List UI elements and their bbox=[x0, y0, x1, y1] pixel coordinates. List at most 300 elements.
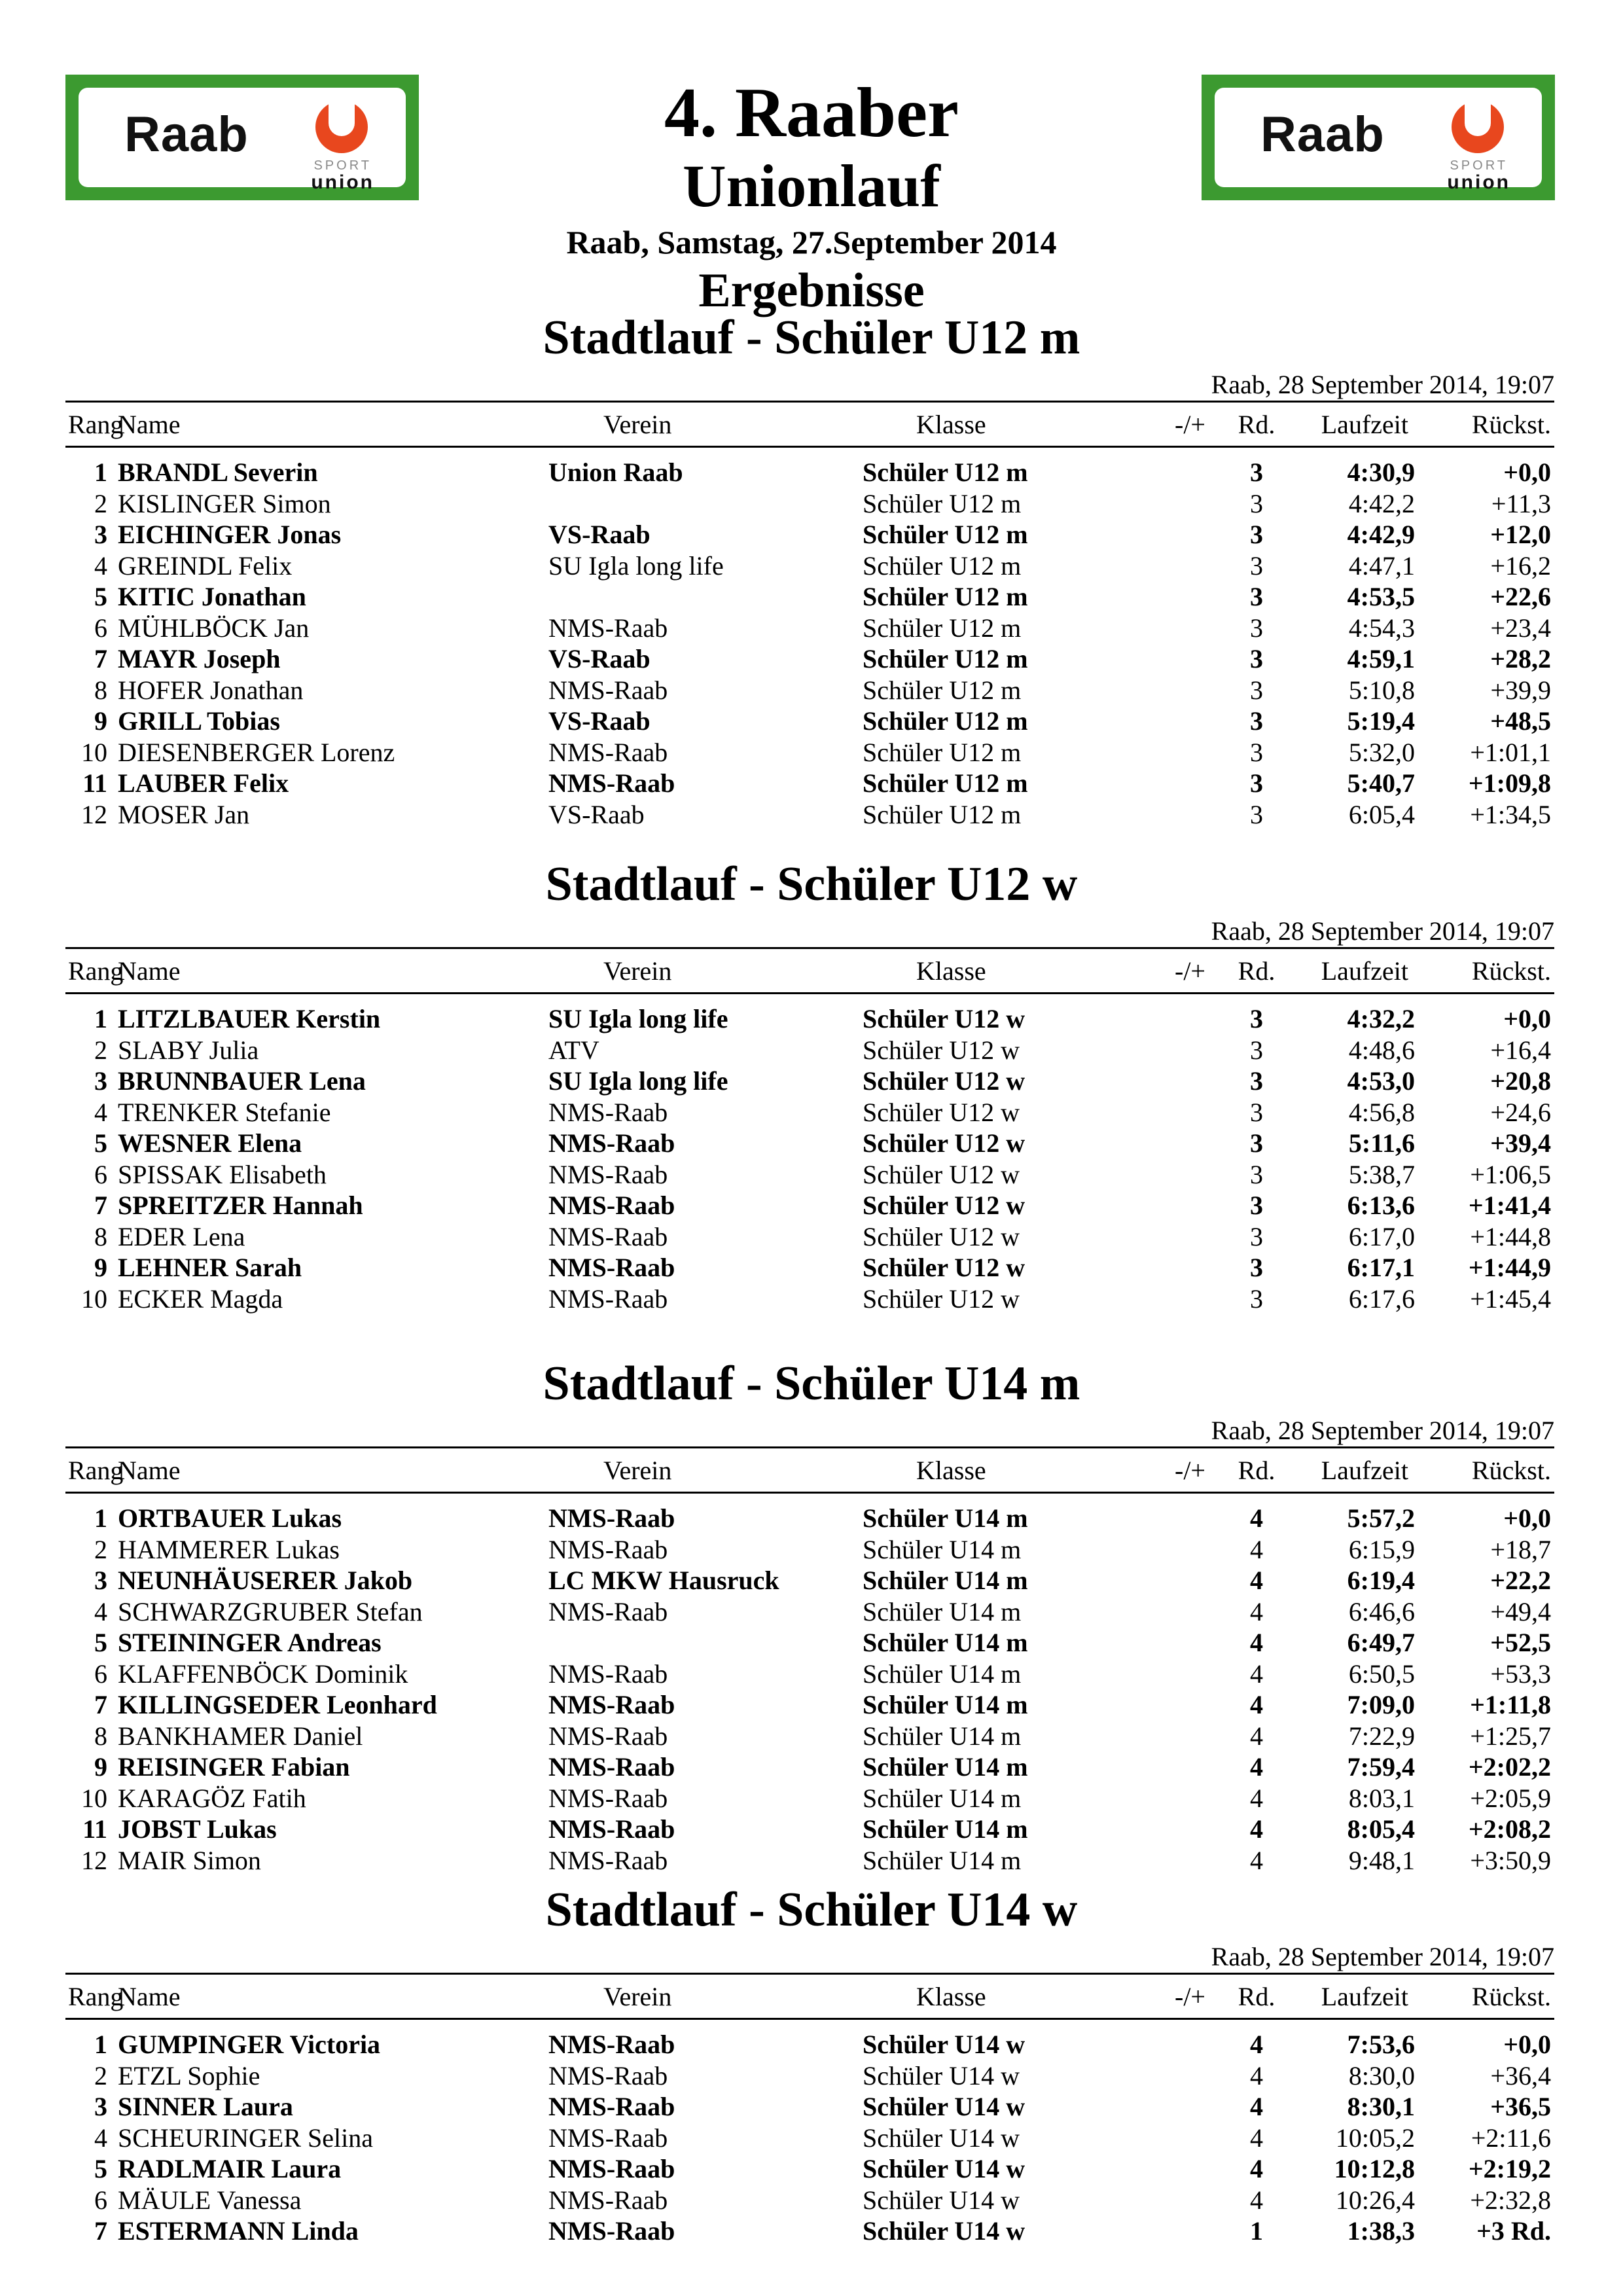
cell-rueckst: +18,7 bbox=[1490, 1534, 1551, 1564]
cell-laufzeit: 4:53,5 bbox=[1347, 582, 1415, 611]
cell-name: KISLINGER Simon bbox=[118, 488, 331, 518]
results-heading: Ergebnisse bbox=[698, 264, 925, 317]
cell-verein: SU Igla long life bbox=[548, 550, 724, 581]
cell-klasse: Schüler U14 m bbox=[863, 1721, 1022, 1751]
results-section bbox=[65, 1880, 1554, 2272]
cell-laufzeit: 6:13,6 bbox=[1347, 1191, 1415, 1220]
table-row bbox=[65, 799, 1554, 831]
cell-laufzeit: 6:05,4 bbox=[1348, 799, 1415, 829]
cell-verein: NMS-Raab bbox=[548, 1783, 668, 1813]
cell-klasse: Schüler U14 m bbox=[863, 1628, 1028, 1657]
cell-rd: 4 bbox=[1250, 2154, 1263, 2183]
cell-name: RADLMAIR Laura bbox=[118, 2154, 342, 2183]
cell-verein: NMS-Raab bbox=[548, 1596, 668, 1626]
cell-rd: 3 bbox=[1250, 1066, 1263, 1096]
cell-klasse: Schüler U14 m bbox=[863, 1566, 1028, 1595]
table-row bbox=[65, 1503, 1554, 1534]
cell-name: STEININGER Andreas bbox=[118, 1628, 382, 1657]
cell-rueckst: +1:41,4 bbox=[1468, 1191, 1551, 1220]
cell-verein: NMS-Raab bbox=[548, 1659, 668, 1689]
cell-klasse: Schüler U14 m bbox=[863, 1690, 1028, 1719]
cell-rang: 6 bbox=[94, 2185, 107, 2215]
cell-name: KITIC Jonathan bbox=[118, 582, 306, 611]
cell-klasse: Schüler U14 m bbox=[863, 1814, 1028, 1844]
cell-rueckst: +23,4 bbox=[1490, 613, 1551, 643]
cell-verein: NMS-Raab bbox=[548, 2092, 675, 2121]
cell-rueckst: +2:05,9 bbox=[1470, 1783, 1551, 1813]
cell-verein: NMS-Raab bbox=[548, 2060, 668, 2090]
column-header-laufzeit: Laufzeit bbox=[1321, 1982, 1408, 2011]
cell-rueckst: +1:34,5 bbox=[1470, 799, 1551, 829]
logo-text: Raab bbox=[1260, 107, 1385, 162]
cell-rang: 4 bbox=[94, 1097, 107, 1127]
cell-laufzeit: 6:46,6 bbox=[1348, 1596, 1415, 1626]
cell-verein: SU Igla long life bbox=[548, 1066, 728, 1096]
cell-verein: NMS-Raab bbox=[548, 1752, 675, 1782]
page-title: 4. Raaber bbox=[664, 74, 959, 152]
cell-rang: 2 bbox=[94, 1035, 107, 1065]
table-header bbox=[65, 1446, 1554, 1494]
table-row bbox=[65, 2123, 1554, 2154]
cell-rang: 4 bbox=[94, 550, 107, 581]
cell-name: MOSER Jan bbox=[118, 799, 250, 829]
cell-rueckst: +36,5 bbox=[1490, 2092, 1551, 2121]
cell-verein: NMS-Raab bbox=[548, 768, 675, 798]
column-header-rueckst: Rückst. bbox=[1471, 410, 1551, 439]
cell-name: BANKHAMER Daniel bbox=[118, 1721, 363, 1751]
table-row bbox=[65, 581, 1554, 613]
cell-klasse: Schüler U14 m bbox=[863, 1752, 1028, 1782]
cell-rd: 4 bbox=[1250, 1534, 1263, 1564]
cell-verein: NMS-Raab bbox=[548, 1721, 668, 1751]
cell-name: DIESENBERGER Lorenz bbox=[118, 737, 395, 767]
column-header-rd: Rd. bbox=[1238, 1456, 1275, 1485]
cell-name: ESTERMANN Linda bbox=[118, 2216, 359, 2246]
cell-rueckst: +28,2 bbox=[1490, 644, 1551, 673]
cell-verein: NMS-Raab bbox=[548, 2216, 675, 2246]
cell-rueckst: +1:11,8 bbox=[1470, 1690, 1551, 1719]
cell-klasse: Schüler U14 w bbox=[863, 2154, 1026, 2183]
cell-name: MÄULE Vanessa bbox=[118, 2185, 302, 2215]
cell-laufzeit: 4:47,1 bbox=[1348, 550, 1415, 581]
cell-laufzeit: 4:54,3 bbox=[1348, 613, 1415, 643]
cell-rueckst: +16,2 bbox=[1490, 550, 1551, 581]
cell-verein: NMS-Raab bbox=[548, 1128, 675, 1158]
cell-laufzeit: 8:30,0 bbox=[1348, 2060, 1415, 2090]
cell-name: MAYR Joseph bbox=[118, 644, 281, 673]
cell-rang: 1 bbox=[94, 457, 107, 487]
cell-klasse: Schüler U12 w bbox=[863, 1035, 1020, 1065]
cell-rueckst: +11,3 bbox=[1491, 488, 1551, 518]
column-header-verein: Verein bbox=[603, 1456, 672, 1485]
cell-verein: Union Raab bbox=[548, 457, 683, 487]
cell-rang: 7 bbox=[94, 644, 107, 673]
logo-text: Raab bbox=[124, 107, 249, 162]
cell-name: BRANDL Severin bbox=[118, 457, 318, 487]
cell-rueckst: +0,0 bbox=[1503, 1004, 1551, 1033]
cell-rueckst: +22,6 bbox=[1490, 582, 1551, 611]
table-row bbox=[65, 1783, 1554, 1814]
cell-rd: 3 bbox=[1250, 768, 1263, 798]
cell-rueckst: +16,4 bbox=[1490, 1035, 1551, 1065]
column-header-name: Name bbox=[118, 410, 181, 439]
cell-rd: 4 bbox=[1250, 1690, 1263, 1719]
table-header bbox=[65, 401, 1554, 448]
cell-klasse: Schüler U14 m bbox=[863, 1503, 1028, 1533]
cell-rueckst: +2:11,6 bbox=[1471, 2123, 1551, 2153]
cell-klasse: Schüler U12 w bbox=[863, 1128, 1026, 1158]
table-row bbox=[65, 1159, 1554, 1191]
cell-rd: 4 bbox=[1250, 2185, 1263, 2215]
cell-klasse: Schüler U12 m bbox=[863, 550, 1022, 581]
cell-verein: NMS-Raab bbox=[548, 1191, 675, 1220]
cell-laufzeit: 5:19,4 bbox=[1347, 706, 1415, 736]
cell-rang: 2 bbox=[94, 1534, 107, 1564]
cell-name: LEHNER Sarah bbox=[118, 1253, 302, 1282]
table-row bbox=[65, 1689, 1554, 1721]
cell-name: KLAFFENBÖCK Dominik bbox=[118, 1659, 408, 1689]
cell-laufzeit: 6:15,9 bbox=[1348, 1534, 1415, 1564]
cell-laufzeit: 8:03,1 bbox=[1348, 1783, 1415, 1813]
cell-verein: NMS-Raab bbox=[548, 2030, 675, 2059]
cell-rang: 7 bbox=[94, 2216, 107, 2246]
cell-rueckst: +2:19,2 bbox=[1468, 2154, 1551, 2183]
cell-klasse: Schüler U12 m bbox=[863, 675, 1022, 705]
cell-verein: NMS-Raab bbox=[548, 1814, 675, 1844]
cell-laufzeit: 10:26,4 bbox=[1335, 2185, 1415, 2215]
cell-laufzeit: 10:05,2 bbox=[1335, 2123, 1415, 2153]
cell-laufzeit: 10:12,8 bbox=[1334, 2154, 1415, 2183]
cell-rueckst: +1:09,8 bbox=[1468, 768, 1551, 798]
cell-rueckst: +39,4 bbox=[1490, 1128, 1551, 1158]
cell-laufzeit: 4:42,9 bbox=[1347, 520, 1415, 549]
cell-rueckst: +49,4 bbox=[1490, 1596, 1551, 1626]
cell-laufzeit: 7:09,0 bbox=[1347, 1690, 1415, 1719]
column-header-rang: Rang bbox=[68, 410, 124, 439]
cell-rd: 3 bbox=[1250, 1097, 1263, 1127]
cell-rang: 9 bbox=[94, 1253, 107, 1282]
cell-rd: 3 bbox=[1250, 1159, 1263, 1189]
column-header-laufzeit: Laufzeit bbox=[1321, 956, 1408, 986]
cell-klasse: Schüler U12 m bbox=[863, 582, 1028, 611]
table-row bbox=[65, 706, 1554, 737]
cell-rueckst: +2:08,2 bbox=[1468, 1814, 1551, 1844]
cell-rueckst: +39,9 bbox=[1490, 675, 1551, 705]
cell-laufzeit: 1:38,3 bbox=[1347, 2216, 1415, 2246]
logo-sport: SPORT bbox=[1450, 158, 1508, 173]
section-title: Stadtlauf - Schüler U14 w bbox=[545, 1883, 1078, 1937]
cell-name: EDER Lena bbox=[118, 1221, 245, 1251]
cell-rueckst: +36,4 bbox=[1490, 2060, 1551, 2090]
cell-klasse: Schüler U12 w bbox=[863, 1221, 1020, 1251]
cell-rang: 8 bbox=[94, 675, 107, 705]
cell-laufzeit: 9:48,1 bbox=[1348, 1845, 1415, 1875]
table-row bbox=[65, 1814, 1554, 1845]
cell-verein: VS-Raab bbox=[548, 644, 651, 673]
cell-klasse: Schüler U14 w bbox=[863, 2123, 1020, 2153]
column-header-rd: Rd. bbox=[1238, 410, 1275, 439]
cell-rd: 4 bbox=[1250, 2030, 1263, 2059]
cell-laufzeit: 7:59,4 bbox=[1347, 1752, 1415, 1782]
column-header-verein: Verein bbox=[603, 1982, 672, 2011]
cell-rd: 4 bbox=[1250, 1659, 1263, 1689]
column-header-name: Name bbox=[118, 956, 181, 986]
cell-rang: 8 bbox=[94, 1721, 107, 1751]
cell-rd: 3 bbox=[1250, 550, 1263, 581]
table-row bbox=[65, 2153, 1554, 2185]
cell-rueckst: +1:44,9 bbox=[1468, 1253, 1551, 1282]
cell-rd: 3 bbox=[1250, 488, 1263, 518]
cell-rueckst: +0,0 bbox=[1503, 457, 1551, 487]
column-header-rang: Rang bbox=[68, 1456, 124, 1485]
cell-rueckst: +1:44,8 bbox=[1470, 1221, 1551, 1251]
column-header-rang: Rang bbox=[68, 1982, 124, 2011]
cell-rang: 3 bbox=[94, 1066, 107, 1096]
table-row bbox=[65, 613, 1554, 644]
cell-name: SINNER Laura bbox=[118, 2092, 293, 2121]
cell-klasse: Schüler U14 w bbox=[863, 2092, 1026, 2121]
table-row bbox=[65, 1534, 1554, 1566]
cell-rd: 3 bbox=[1250, 1221, 1263, 1251]
cell-rang: 2 bbox=[94, 2060, 107, 2090]
cell-rang: 3 bbox=[94, 2092, 107, 2121]
cell-klasse: Schüler U12 m bbox=[863, 706, 1028, 736]
cell-rd: 4 bbox=[1250, 1721, 1263, 1751]
cell-klasse: Schüler U14 m bbox=[863, 1783, 1022, 1813]
cell-klasse: Schüler U12 m bbox=[863, 768, 1028, 798]
cell-klasse: Schüler U14 w bbox=[863, 2216, 1026, 2246]
cell-laufzeit: 4:56,8 bbox=[1348, 1097, 1415, 1127]
column-header-name: Name bbox=[118, 1456, 181, 1485]
column-header-rd: Rd. bbox=[1238, 956, 1275, 986]
column-header-verein: Verein bbox=[603, 410, 672, 439]
column-header-pm: -/+ bbox=[1175, 410, 1205, 439]
cell-rang: 1 bbox=[94, 2030, 107, 2059]
section-timestamp: Raab, 28 September 2014, 19:07 bbox=[1211, 370, 1554, 399]
cell-rd: 3 bbox=[1250, 799, 1263, 829]
cell-verein: NMS-Raab bbox=[548, 1159, 668, 1189]
cell-verein: NMS-Raab bbox=[548, 1690, 675, 1719]
cell-laufzeit: 4:53,0 bbox=[1347, 1066, 1415, 1096]
cell-rd: 4 bbox=[1250, 2123, 1263, 2153]
page-title-line2: Unionlauf bbox=[683, 152, 940, 219]
cell-rd: 1 bbox=[1250, 2216, 1263, 2246]
cell-name: ECKER Magda bbox=[118, 1283, 283, 1314]
column-header-rueckst: Rückst. bbox=[1471, 1456, 1551, 1485]
section-title: Stadtlauf - Schüler U12 m bbox=[543, 311, 1080, 365]
column-header-klasse: Klasse bbox=[916, 1982, 986, 2011]
cell-name: WESNER Elena bbox=[118, 1128, 302, 1158]
cell-verein: NMS-Raab bbox=[548, 1534, 668, 1564]
table-row bbox=[65, 2091, 1554, 2123]
table-row bbox=[65, 2185, 1554, 2216]
cell-name: JOBST Lukas bbox=[118, 1814, 277, 1844]
cell-rd: 3 bbox=[1250, 1035, 1263, 1065]
cell-rueckst: +24,6 bbox=[1490, 1097, 1551, 1127]
cell-rang: 1 bbox=[94, 1004, 107, 1033]
table-row bbox=[65, 2029, 1554, 2060]
cell-verein: VS-Raab bbox=[548, 706, 651, 736]
cell-laufzeit: 8:05,4 bbox=[1347, 1814, 1415, 1844]
cell-laufzeit: 8:30,1 bbox=[1347, 2092, 1415, 2121]
cell-rd: 3 bbox=[1250, 1253, 1263, 1282]
table-row bbox=[65, 1097, 1554, 1128]
cell-rueckst: +12,0 bbox=[1490, 520, 1551, 549]
cell-rang: 7 bbox=[94, 1690, 107, 1719]
cell-klasse: Schüler U12 w bbox=[863, 1159, 1020, 1189]
cell-laufzeit: 5:40,7 bbox=[1347, 768, 1415, 798]
column-header-rd: Rd. bbox=[1238, 1982, 1275, 2011]
cell-rang: 2 bbox=[94, 488, 107, 518]
cell-rueckst: +0,0 bbox=[1503, 2030, 1551, 2059]
cell-verein: NMS-Raab bbox=[548, 2185, 668, 2215]
cell-rang: 4 bbox=[94, 1596, 107, 1626]
logo-union: union bbox=[311, 171, 374, 193]
column-header-pm: -/+ bbox=[1175, 956, 1205, 986]
cell-klasse: Schüler U12 m bbox=[863, 457, 1028, 487]
cell-rueckst: +3:50,9 bbox=[1470, 1845, 1551, 1875]
table-row bbox=[65, 1283, 1554, 1315]
cell-rd: 3 bbox=[1250, 644, 1263, 673]
cell-klasse: Schüler U12 w bbox=[863, 1253, 1026, 1282]
cell-verein: NMS-Raab bbox=[548, 1283, 668, 1314]
cell-name: GREINDL Felix bbox=[118, 550, 293, 581]
cell-name: LAUBER Felix bbox=[118, 768, 289, 798]
cell-rd: 3 bbox=[1250, 1191, 1263, 1220]
results-section bbox=[65, 1354, 1554, 1875]
cell-rang: 9 bbox=[94, 1752, 107, 1782]
cell-name: TRENKER Stefanie bbox=[118, 1097, 331, 1127]
table-row bbox=[65, 550, 1554, 582]
table-row bbox=[65, 675, 1554, 706]
cell-rang: 12 bbox=[81, 1845, 107, 1875]
cell-rd: 3 bbox=[1250, 675, 1263, 705]
column-header-klasse: Klasse bbox=[916, 410, 986, 439]
cell-klasse: Schüler U12 w bbox=[863, 1097, 1020, 1127]
table-row bbox=[65, 643, 1554, 675]
cell-rd: 3 bbox=[1250, 520, 1263, 549]
cell-verein: NMS-Raab bbox=[548, 2123, 668, 2153]
cell-rang: 5 bbox=[94, 2154, 107, 2183]
column-header-verein: Verein bbox=[603, 956, 672, 986]
cell-rd: 3 bbox=[1250, 1004, 1263, 1033]
cell-laufzeit: 5:10,8 bbox=[1348, 675, 1415, 705]
cell-rueckst: +1:45,4 bbox=[1470, 1283, 1551, 1314]
table-row bbox=[65, 1596, 1554, 1628]
cell-name: GUMPINGER Victoria bbox=[118, 2030, 381, 2059]
cell-rd: 3 bbox=[1250, 1128, 1263, 1158]
cell-name: BRUNNBAUER Lena bbox=[118, 1066, 366, 1096]
cell-name: MAIR Simon bbox=[118, 1845, 261, 1875]
cell-name: SPREITZER Hannah bbox=[118, 1191, 363, 1220]
cell-klasse: Schüler U12 w bbox=[863, 1066, 1026, 1096]
cell-rd: 3 bbox=[1250, 1283, 1263, 1314]
cell-laufzeit: 4:42,2 bbox=[1348, 488, 1415, 518]
cell-rang: 10 bbox=[81, 737, 107, 767]
column-header-name: Name bbox=[118, 1982, 181, 2011]
cell-verein: NMS-Raab bbox=[548, 2154, 675, 2183]
cell-rang: 3 bbox=[94, 1566, 107, 1595]
cell-name: NEUNHÄUSERER Jakob bbox=[118, 1566, 413, 1595]
cell-rueckst: +1:01,1 bbox=[1470, 737, 1551, 767]
cell-laufzeit: 4:30,9 bbox=[1347, 457, 1415, 487]
cell-klasse: Schüler U12 m bbox=[863, 799, 1022, 829]
cell-name: LITZLBAUER Kerstin bbox=[118, 1004, 381, 1033]
cell-laufzeit: 4:59,1 bbox=[1347, 644, 1415, 673]
cell-klasse: Schüler U12 m bbox=[863, 737, 1022, 767]
cell-laufzeit: 7:22,9 bbox=[1348, 1721, 1415, 1751]
column-header-laufzeit: Laufzeit bbox=[1321, 410, 1408, 439]
table-row bbox=[65, 1221, 1554, 1253]
cell-klasse: Schüler U12 m bbox=[863, 488, 1022, 518]
cell-klasse: Schüler U14 m bbox=[863, 1845, 1022, 1875]
logo-sport: SPORT bbox=[313, 158, 372, 173]
cell-laufzeit: 6:17,1 bbox=[1347, 1253, 1415, 1282]
cell-verein: NMS-Raab bbox=[548, 1097, 668, 1127]
cell-rang: 11 bbox=[82, 768, 107, 798]
cell-verein: SU Igla long life bbox=[548, 1004, 728, 1033]
cell-rueckst: +3 Rd. bbox=[1476, 2216, 1551, 2246]
logo-union: union bbox=[1447, 171, 1510, 193]
cell-verein: NMS-Raab bbox=[548, 675, 668, 705]
cell-name: GRILL Tobias bbox=[118, 706, 280, 736]
cell-rd: 4 bbox=[1250, 2092, 1263, 2121]
cell-name: SCHWARZGRUBER Stefan bbox=[118, 1596, 423, 1626]
table-row bbox=[65, 1565, 1554, 1596]
cell-name: HAMMERER Lukas bbox=[118, 1534, 340, 1564]
section-title: Stadtlauf - Schüler U14 m bbox=[543, 1357, 1080, 1410]
cell-rang: 12 bbox=[81, 799, 107, 829]
column-header-rueckst: Rückst. bbox=[1471, 956, 1551, 986]
cell-rang: 7 bbox=[94, 1191, 107, 1220]
cell-laufzeit: 6:49,7 bbox=[1347, 1628, 1415, 1657]
cell-rang: 5 bbox=[94, 582, 107, 611]
cell-rueckst: +48,5 bbox=[1490, 706, 1551, 736]
cell-rd: 4 bbox=[1250, 1596, 1263, 1626]
table-row bbox=[65, 768, 1554, 799]
table-row bbox=[65, 1128, 1554, 1159]
results-section bbox=[65, 308, 1554, 829]
cell-rang: 5 bbox=[94, 1628, 107, 1657]
cell-verein: VS-Raab bbox=[548, 520, 651, 549]
cell-name: ORTBAUER Lukas bbox=[118, 1503, 342, 1533]
column-header-rueckst: Rückst. bbox=[1471, 1982, 1551, 2011]
table-row bbox=[65, 1845, 1554, 1876]
cell-name: SLABY Julia bbox=[118, 1035, 259, 1065]
column-header-laufzeit: Laufzeit bbox=[1321, 1456, 1408, 1485]
cell-rang: 4 bbox=[94, 2123, 107, 2153]
cell-rang: 6 bbox=[94, 613, 107, 643]
column-header-pm: -/+ bbox=[1175, 1982, 1205, 2011]
cell-rd: 4 bbox=[1250, 1503, 1263, 1533]
cell-klasse: Schüler U14 w bbox=[863, 2060, 1020, 2090]
cell-name: MÜHLBÖCK Jan bbox=[118, 613, 310, 643]
section-title: Stadtlauf - Schüler U12 w bbox=[545, 857, 1078, 911]
cell-rang: 6 bbox=[94, 1659, 107, 1689]
cell-rd: 4 bbox=[1250, 1814, 1263, 1844]
cell-verein: NMS-Raab bbox=[548, 1253, 675, 1282]
cell-name: SPISSAK Elisabeth bbox=[118, 1159, 327, 1189]
cell-verein: NMS-Raab bbox=[548, 1503, 675, 1533]
event-location-date: Raab, Samstag, 27.September 2014 bbox=[566, 224, 1057, 260]
table-header bbox=[65, 947, 1554, 994]
column-header-klasse: Klasse bbox=[916, 956, 986, 986]
cell-rang: 3 bbox=[94, 520, 107, 549]
cell-name: SCHEURINGER Selina bbox=[118, 2123, 373, 2153]
cell-rueckst: +0,0 bbox=[1503, 1503, 1551, 1533]
table-row bbox=[65, 1003, 1554, 1035]
table-row bbox=[65, 1252, 1554, 1283]
